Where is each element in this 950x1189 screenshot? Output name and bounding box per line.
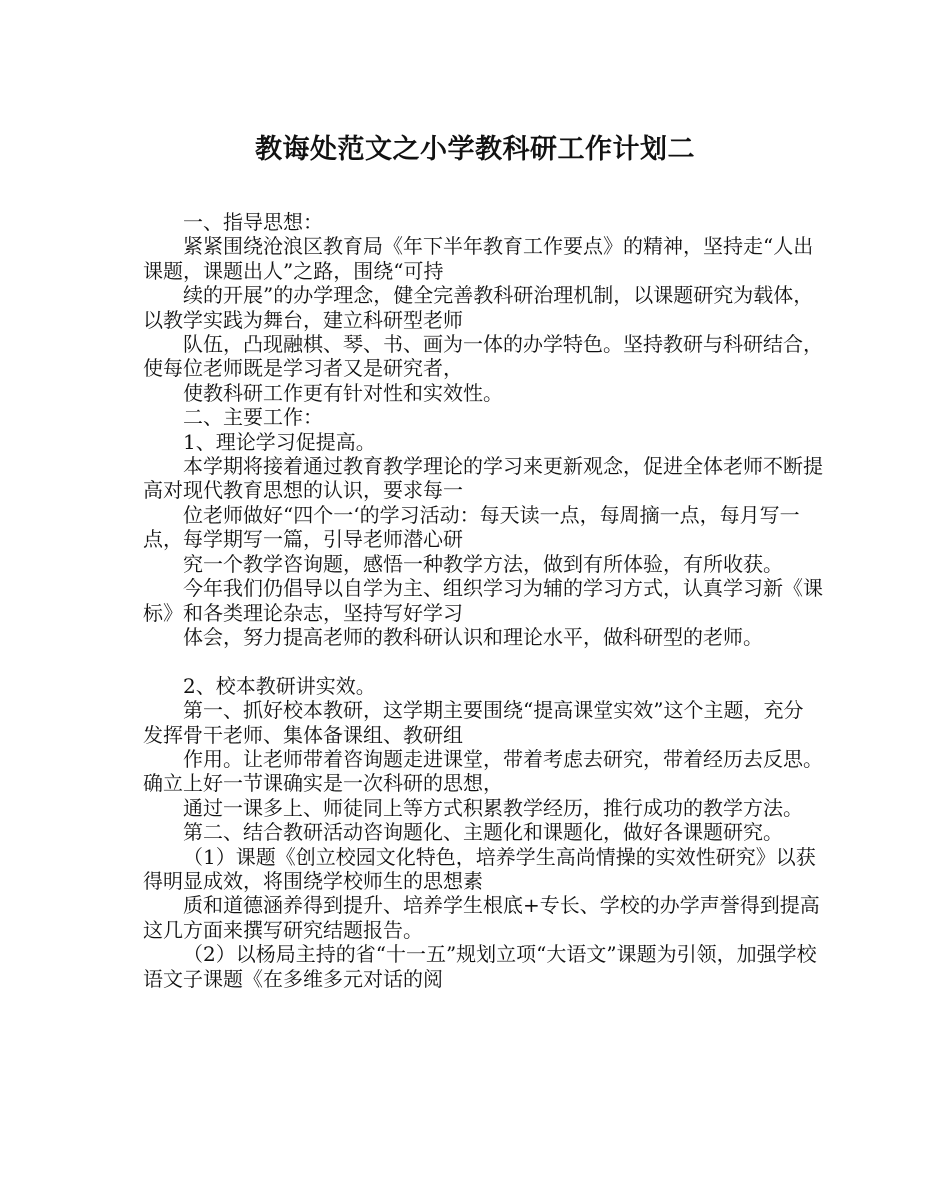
paragraph: 质和道德涵养得到提升、培养学生根底+专长、学校的办学声誉得到提高这几方面来撰写研究结题报告。	[143, 893, 820, 942]
paragraph: 使教科研工作更有针对性和实效性。	[183, 380, 503, 405]
paragraph: 究一个教学咨询题，感悟一种教学方法，做到有所体验，有所收获。	[183, 551, 783, 576]
paragraph: 位老师做好“四个一‘的学习活动：每天读一点，每周摘一点，每月写一点，每学期写一篇，引导老师潜心研	[143, 502, 800, 552]
paragraph: （1）课题《创立校园文化特色，培养学生高尚情操的实效性研究》以获得明显成效，将围绕学校师生的思想素	[143, 844, 816, 893]
paragraph: 1、理论学习促提高。	[183, 429, 376, 454]
paragraph: 通过一课多上、师徒同上等方式积累教学经历，推行成功的教学方法。	[183, 795, 803, 820]
paragraph: 第二、结合教研活动咨询题化、主题化和课题化，做好各课题研究。	[183, 820, 783, 845]
paragraph: 本学期将接着通过教育教学理论的学习来更新观念，促进全体老师不断提高对现代教育思想的认识，要求每一	[143, 454, 823, 503]
paragraph: 二、主要工作：	[183, 405, 323, 430]
paragraph: 今年我们仍倡导以自学为主、组织学习为辅的学习方式，认真学习新《课标》和各类理论杂志，坚持写好学习	[143, 576, 823, 625]
document-body	[143, 210, 823, 991]
blank-line	[143, 649, 823, 673]
paragraph: 第一、抓好校本教研，这学期主要围绕“提高课堂实效”这个主题，充分发挥骨干老师、集体备课组、教研组	[143, 698, 804, 747]
paragraph: 紧紧围绕沧浪区教育局《年下半年教育工作要点》的精神，坚持走“人出课题，课题出人”之路，围绕“可持	[143, 234, 814, 283]
paragraph: 续的开展”的办学理念，健全完善教科研治理机制，以课题研究为载体，以教学实践为舞台，建立科研型老师	[143, 283, 814, 332]
paragraph: 一、指导思想：	[183, 210, 323, 234]
paragraph: 2、校本教研讲实效。	[183, 673, 376, 698]
paragraph: 体会，努力提高老师的教科研认识和理论水平，做科研型的老师。	[183, 624, 763, 649]
paragraph: （2）以杨局主持的省“十一五”规划立项“大语文”课题为引领，加强学校语文子课题《在多维多元对话的阅	[143, 942, 817, 991]
paragraph: 队伍，凸现融棋、琴、书、画为一体的办学特色。坚持教研与科研结合，使每位老师既是学习者又是研究者，	[143, 332, 823, 381]
paragraph: 作用。让老师带着咨询题走进课堂，带着考虑去研究，带着经历去反思。确立上好一节课确实是一次科研的思想，	[143, 746, 823, 796]
document-title: 教诲处范文之小学教科研工作计划二	[255, 134, 695, 165]
